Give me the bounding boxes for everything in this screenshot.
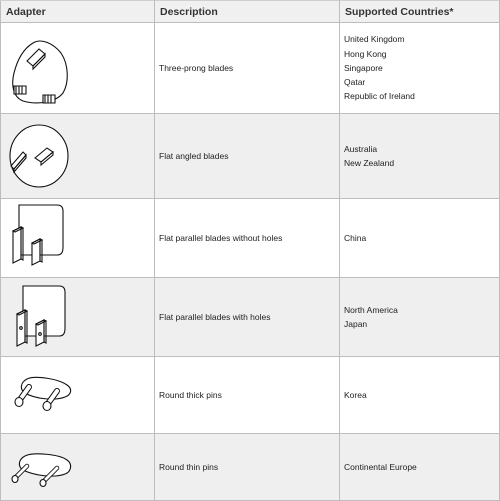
countries-cell bbox=[340, 434, 500, 501]
country-item: United Kingdom bbox=[344, 34, 405, 45]
adapter-cell bbox=[1, 199, 155, 278]
au-plug-icon bbox=[1, 114, 155, 198]
description-cell: Round thick pins bbox=[155, 357, 340, 434]
adapter-cell bbox=[1, 278, 155, 357]
adapter-cell bbox=[1, 114, 155, 199]
country-item: Korea bbox=[344, 389, 367, 400]
description-cell: Round thin pins bbox=[155, 434, 340, 501]
country-item: Republic of Ireland bbox=[344, 91, 415, 102]
table-row bbox=[1, 357, 500, 434]
header-description: Description bbox=[155, 1, 340, 23]
table-row bbox=[1, 278, 500, 357]
country-item: Hong Kong bbox=[344, 48, 387, 59]
header-adapter: Adapter bbox=[1, 1, 155, 23]
country-item: China bbox=[344, 232, 367, 243]
table-row bbox=[1, 23, 500, 114]
countries-cell bbox=[340, 278, 500, 357]
countries-cell bbox=[340, 114, 500, 199]
description-cell: Flat angled blades bbox=[155, 114, 340, 199]
kr-plug-icon bbox=[1, 357, 155, 433]
adapter-cell bbox=[1, 23, 155, 114]
eu-plug-icon bbox=[1, 434, 155, 500]
table-row bbox=[1, 199, 500, 278]
table-row bbox=[1, 114, 500, 199]
country-item: North America bbox=[344, 304, 398, 315]
description-cell: Three-prong blades bbox=[155, 23, 340, 114]
country-item: Qatar bbox=[344, 77, 366, 88]
description-cell: Flat parallel blades without holes bbox=[155, 199, 340, 278]
countries-cell bbox=[340, 23, 500, 114]
countries-cell bbox=[340, 357, 500, 434]
adapter-cell bbox=[1, 434, 155, 501]
uk-plug-icon bbox=[1, 23, 155, 113]
cn-plug-icon bbox=[1, 199, 155, 277]
country-item: Japan bbox=[344, 319, 368, 329]
country-item: Singapore bbox=[344, 62, 383, 73]
us-plug-icon bbox=[1, 278, 155, 356]
adapter-cell bbox=[1, 357, 155, 434]
country-item: Continental Europe bbox=[344, 461, 417, 472]
description-cell: Flat parallel blades with holes bbox=[155, 278, 340, 357]
countries-cell bbox=[340, 199, 500, 278]
table-header-row bbox=[1, 1, 500, 23]
country-item: Australia bbox=[344, 143, 378, 154]
table-row bbox=[1, 434, 500, 501]
header-supported-countries: Supported Countries* bbox=[340, 1, 500, 23]
country-item: New Zealand bbox=[344, 158, 395, 168]
